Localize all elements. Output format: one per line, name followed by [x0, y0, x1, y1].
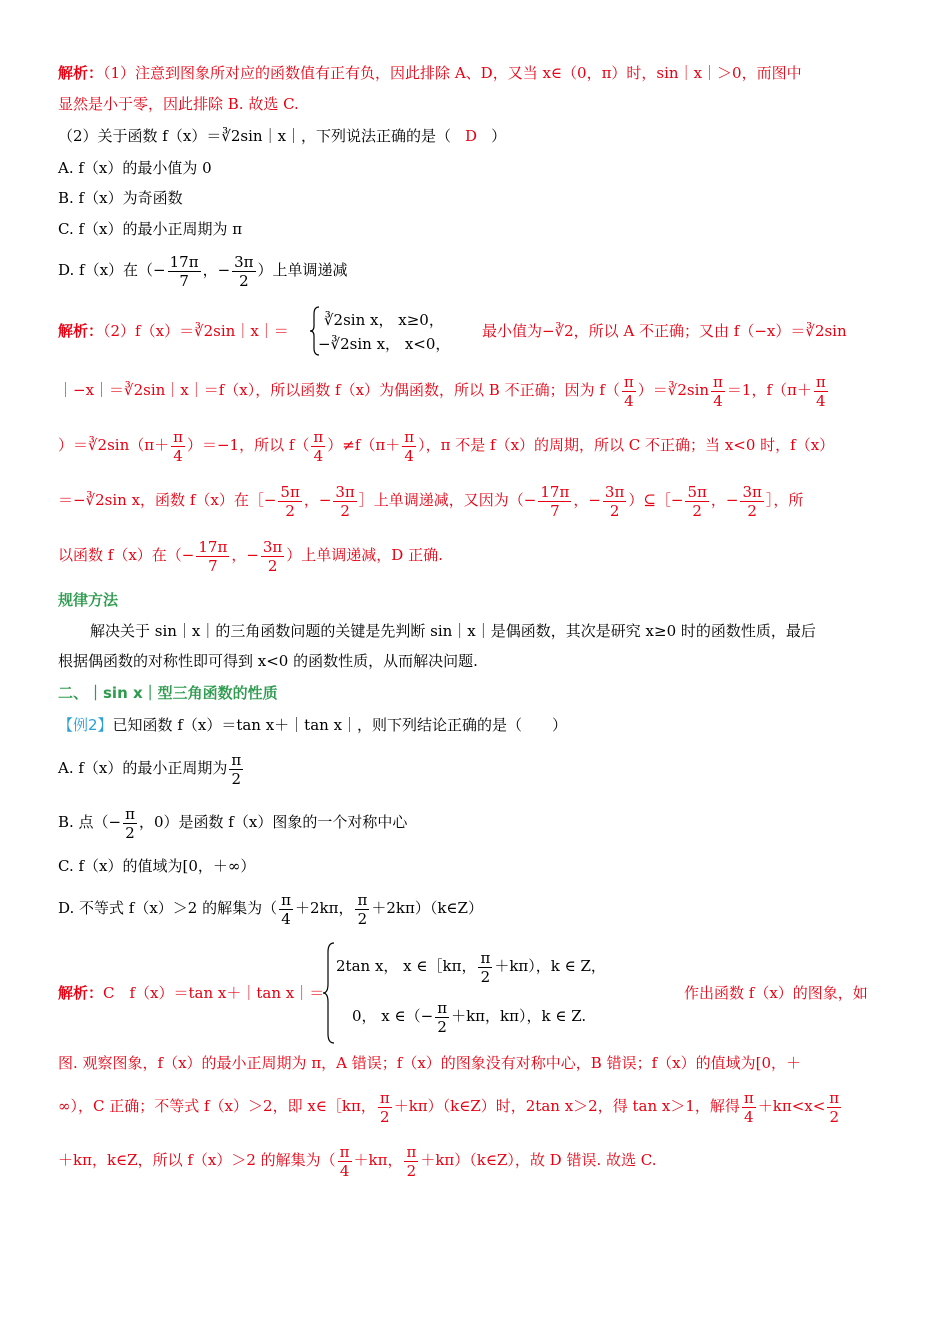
ex2-option-a: A. f（x）的最小正周期为 $\frac{\pi}{2}$: [58, 750, 242, 788]
ex2-option-b: B. 点（− $\frac{\pi}{2}$ ，0）是函数 f（x）图象的一个对称中心: [58, 804, 408, 842]
answer-mark: D: [465, 127, 478, 145]
analysis3-line3: ∞），C 正确；不等式 f（x）＞2，即 x∈［kπ， $\frac{\pi}{2}$ ＋kπ）（k∈Z）时，2tan x＞2，得 tan x＞1，解得 $\frac{\pi}{4}$ ＋kπ<x< $\frac{\pi}{2}$: [58, 1088, 840, 1126]
analysis3-line4: ＋kπ，k∈Z，所以 f（x）＞2 的解集为（ $\frac{\pi}{4}$ ＋kπ， $\frac{\pi}{2}$ ＋kπ）（k∈Z），故 D 错误. 故选 C.: [58, 1142, 657, 1180]
analysis-label: 解析：: [58, 64, 104, 82]
piecewise2-case1: 2tan x， x ∈［kπ， $\frac{\pi}{2}$ ＋kπ），k ∈ Z，: [336, 948, 606, 986]
analysis1-line1: 解析：（1）注意到图象所对应的函数值有正有负，因此排除 A、D，又当 x∈（0，π）时，sin｜x｜＞0，而图中: [58, 64, 802, 82]
left-brace-2: [322, 942, 336, 1044]
analysis3-line1: 解析：C f（x）＝tan x＋｜tan x｜＝: [58, 984, 325, 1002]
question2-stem: （2）关于函数 f（x）＝∛2sin｜x｜，下列说法正确的是（ D ）: [58, 127, 507, 145]
analysis2-line2: ｜−x｜＝∛2sin｜x｜＝f（x），所以函数 f（x）为偶函数，所以 B 不正确；因为 f（ $\frac{\pi}{4}$ ）＝∛2sin $\frac{\pi}{4}$ ＝1，f（π＋ $\frac{\pi}{4}$: [58, 372, 826, 410]
example-tag: 【例2】: [58, 716, 113, 734]
section-heading: 二、｜sin x｜型三角函数的性质: [58, 684, 278, 702]
analysis3-line1b: 作出函数 f（x）的图象，如: [684, 984, 868, 1002]
analysis2-line1b: 最小值为−∛2，所以 A 不正确；又由 f（−x）＝∛2sin: [482, 322, 847, 340]
analysis2-line4: ＝−∛2sin x，函数 f（x）在［− $\frac{5\pi}{2}$ ，− $\frac{3\pi}{2}$ ］上单调递减，又因为（− $\frac{17\pi}{7}$ ，− $\frac{3\pi}{2}$ ）⊆［− $\frac{5\pi}{2}$ ，− $\frac{3\pi}{2}$ ］，所: [58, 482, 804, 520]
option-a: A. f（x）的最小值为 0: [58, 159, 212, 177]
option-c: C. f（x）的最小正周期为 π: [58, 220, 243, 238]
method-paragraph-line1: 解决关于 sin｜x｜的三角函数问题的关键是先判断 sin｜x｜是偶函数，其次是研究 x≥0 时的函数性质，最后: [90, 622, 816, 640]
method-heading: 规律方法: [58, 591, 119, 609]
option-d: D. f（x）在（− $\frac{17\pi}{7}$ ，− $\frac{3\pi}{2}$ ）上单调递减: [58, 252, 348, 290]
piecewise2-case2: 0， x ∈（− $\frac{\pi}{2}$ ＋kπ，kπ），k ∈ Z.: [352, 998, 587, 1036]
analysis2-line3: ）＝∛2sin（π＋ $\frac{\pi}{4}$ ）＝−1，所以 f（ $\frac{\pi}{4}$ ）≠f（π＋ $\frac{\pi}{4}$ ），π 不是 f（x）的周期，所以 C 不正确；当 x<0 时，f（x）: [58, 427, 835, 465]
option-b: B. f（x）为奇函数: [58, 189, 183, 207]
example2-stem: 【例2】已知函数 f（x）＝tan x＋｜tan x｜，则下列结论正确的是（ ）: [58, 716, 568, 734]
ex2-option-d: D. 不等式 f（x）＞2 的解集为（ $\frac{\pi}{4}$ ＋2kπ， $\frac{\pi}{2}$ ＋2kπ）（k∈Z）: [58, 890, 483, 928]
piecewise-case2: −∛2sin x， x<0，: [318, 335, 451, 353]
analysis1-line2: 显然是小于零，因此排除 B. 故选 C.: [58, 95, 299, 113]
analysis3-line2: 图. 观察图象，f（x）的最小正周期为 π，A 错误；f（x）的图象没有对称中心，B 错误；f（x）的值域为[0，＋: [58, 1054, 801, 1072]
analysis2-line5: 以函数 f（x）在（− $\frac{17\pi}{7}$ ，− $\frac{3\pi}{2}$ ）上单调递减，D 正确.: [58, 537, 443, 575]
method-paragraph-line2: 根据偶函数的对称性即可得到 x<0 的函数性质，从而解决问题.: [58, 652, 478, 670]
analysis2-line1: 解析：（2）f（x）＝∛2sin｜x｜＝: [58, 322, 289, 340]
ex2-option-c: C. f（x）的值域为[0，＋∞）: [58, 857, 256, 875]
piecewise-case1: ∛2sin x， x≥0，: [324, 311, 444, 329]
